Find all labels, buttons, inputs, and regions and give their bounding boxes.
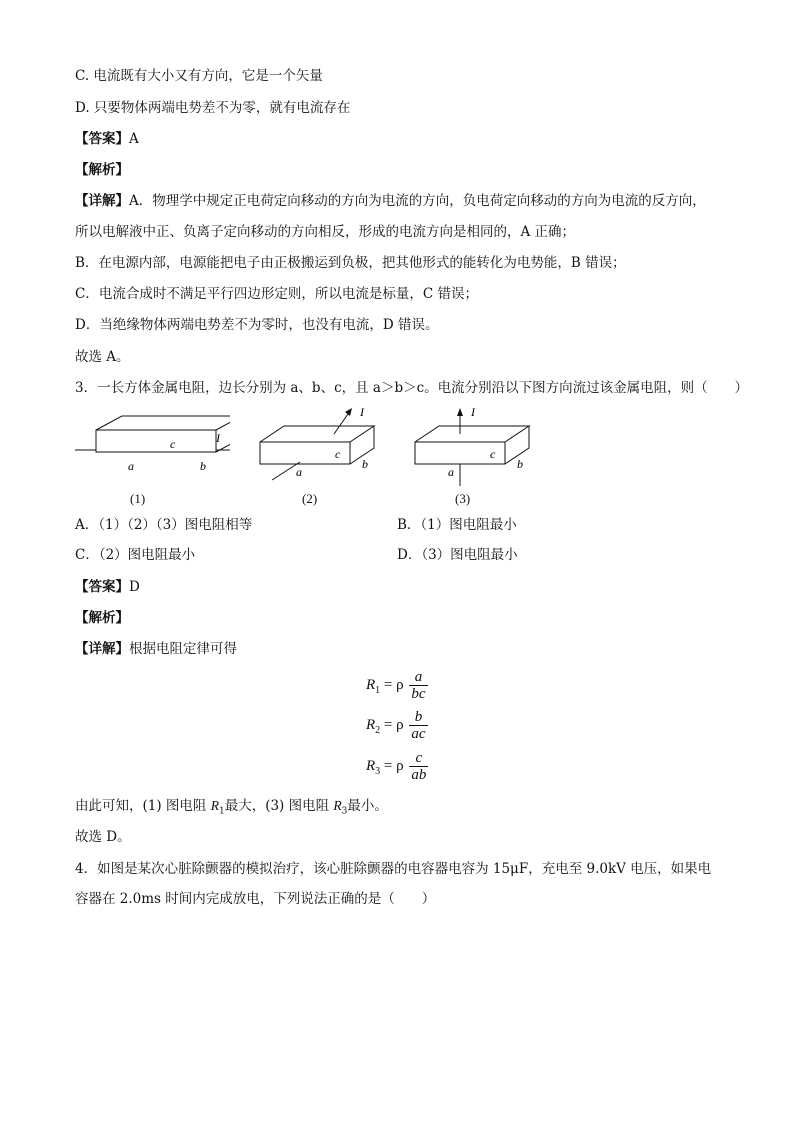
fig2-label-a: a <box>296 465 302 479</box>
analysis-tag: 【解析】 <box>75 162 129 178</box>
fig3-label-c: c <box>490 447 496 461</box>
q3-analysis-tag: 【解析】 <box>75 610 129 626</box>
q3-result: 由此可知，(1) 图电阻 $R_1$最大，(3) 图电阻 $R_3$最小。 <box>75 798 388 817</box>
q3-answer-value: D <box>129 579 140 595</box>
answer-value: A <box>129 131 139 147</box>
figure-1-caption: (1) <box>130 491 146 506</box>
detail-line-2: 所以电解液中正、负离子定向移动的方向相反，形成的电流方向是相同的，A 正确； <box>75 224 576 240</box>
fig1-label-a: a <box>128 459 134 473</box>
q3-option-c: C．（2）图电阻最小 <box>75 547 196 563</box>
q3-option-b: B．（1）图电阻最小 <box>397 517 517 533</box>
detail-line-1 <box>75 192 706 210</box>
answer-line <box>75 130 139 148</box>
conclusion: 故选 A。 <box>75 349 130 365</box>
q3-option-d: D．（3）图电阻最小 <box>397 547 518 563</box>
q4-stem-line-1: 4．如图是某次心脏除颤器的模拟治疗，该心脏除颤器的电容器电容为 15μF，充电至 9.0kV 电压，如果电 <box>75 861 712 877</box>
q3-option-a: A．（1）（2）（3）图电阻相等 <box>75 517 253 533</box>
equation-r1: $R_1 = \rho$ $\frac{a}{bc}$ <box>366 669 426 702</box>
fig3-label-i: I <box>471 405 475 419</box>
fig3-label-b: b <box>517 457 523 471</box>
fig2-label-c: c <box>335 447 341 461</box>
detail-text-1: A．物理学中规定正电荷定向移动的方向为电流的方向，负电荷定向移动的方向为电流的反方向， <box>129 193 706 209</box>
fig2-label-i: I <box>360 405 364 419</box>
q3-answer-tag: 【答案】 <box>75 579 129 595</box>
option-d: D. 只要物体两端电势差不为零，就有电流存在 <box>75 100 351 116</box>
fig1-label-c: c <box>170 437 176 451</box>
q3-answer-line <box>75 578 140 596</box>
q3-conclusion: 故选 D。 <box>75 829 131 845</box>
figure-2 <box>250 398 390 488</box>
figure-1 <box>70 408 230 483</box>
q3-stem: 3．一长方体金属电阻，边长分别为 a、b、c，且 a＞b＞c。电流分别沿以下图方向流过该金属电阻，则（ ） <box>75 380 749 396</box>
fig1-label-i: I <box>216 431 220 445</box>
detail-line-5: D．当绝缘物体两端电势差不为零时，也没有电流，D 错误。 <box>75 317 439 333</box>
equation-r3: $R_3 = \rho$ $\frac{c}{ab}$ <box>366 750 427 783</box>
fig1-label-b: b <box>200 459 206 473</box>
detail-tag: 【详解】 <box>75 193 129 209</box>
figure-3 <box>405 398 545 488</box>
fig2-label-b: b <box>362 457 368 471</box>
q3-detail-intro: 根据电阻定律可得 <box>129 641 237 657</box>
equation-r2: $R_2 = \rho$ $\frac{b}{ac}$ <box>366 709 426 742</box>
detail-line-3: B．在电源内部，电源能把电子由正极搬运到负极，把其他形式的能转化为电势能，B 错误； <box>75 255 626 271</box>
q3-detail-tag: 【详解】 <box>75 641 129 657</box>
q3-detail-line <box>75 640 237 658</box>
option-c: C. 电流既有大小又有方向，它是一个矢量 <box>75 68 323 84</box>
fig3-label-a: a <box>448 465 454 479</box>
detail-line-4: C．电流合成时不满足平行四边形定则，所以电流是标量，C 错误； <box>75 286 478 302</box>
figure-2-caption: (2) <box>302 491 318 506</box>
answer-tag: 【答案】 <box>75 131 129 147</box>
figure-3-caption: (3) <box>455 491 471 506</box>
q4-stem-line-2: 容器在 2.0ms 时间内完成放电，下列说法正确的是（ ） <box>75 891 436 907</box>
